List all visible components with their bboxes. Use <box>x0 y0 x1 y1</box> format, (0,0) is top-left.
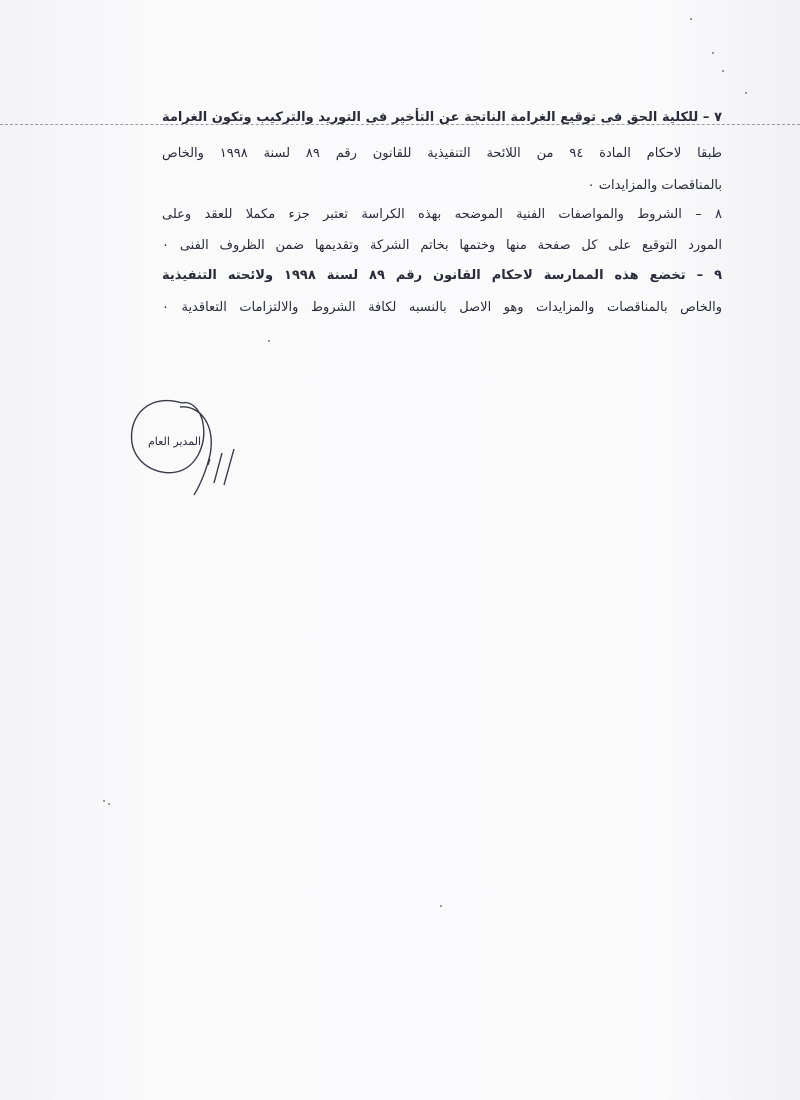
scan-speck <box>103 800 105 802</box>
clause-8-line-2: المورد التوقيع على كل صفحة منها وختمها بخاتم الشركة وتقديمها ضمن الظروف الفنى ٠ <box>162 238 722 253</box>
scan-speck <box>440 905 442 907</box>
clause-9-line-2: والخاص بالمناقصات والمزايدات وهو الاصل بالنسبه لكافة الشروط والالتزامات التعاقدية ٠ <box>162 300 722 315</box>
signature-block <box>120 385 250 505</box>
scan-speck <box>722 70 724 72</box>
clause-9-line-1: ٩ – تخضع هذه الممارسة لاحكام القانون رقم ٨٩ لسنة ١٩٩٨ ولائحته التنفيذية <box>162 268 722 283</box>
scan-speck <box>690 18 692 20</box>
scan-speck <box>712 52 714 54</box>
scan-speck <box>745 92 747 94</box>
clause-7-line-3: بالمناقصات والمزايدات ٠ <box>587 178 722 193</box>
clause-7-line-1: ٧ – للكلية الحق فى توقيع الغرامة الناتجة عن التأخير فى التوريد والتركيب وتكون الغرامة <box>162 110 722 125</box>
clause-7-line-2: طبقا لاحكام المادة ٩٤ من اللائحة التنفيذية للقانون رقم ٨٩ لسنة ١٩٩٨ والخاص <box>162 146 722 161</box>
clause-8-line-1: ٨ – الشروط والمواصفات الفنية الموضحه بهذه الكراسة تعتبر جزء مكملا للعقد وعلى <box>162 207 722 222</box>
scan-speck <box>108 803 110 805</box>
signature-title: المدير العام <box>148 435 202 448</box>
scan-speck <box>268 340 270 342</box>
